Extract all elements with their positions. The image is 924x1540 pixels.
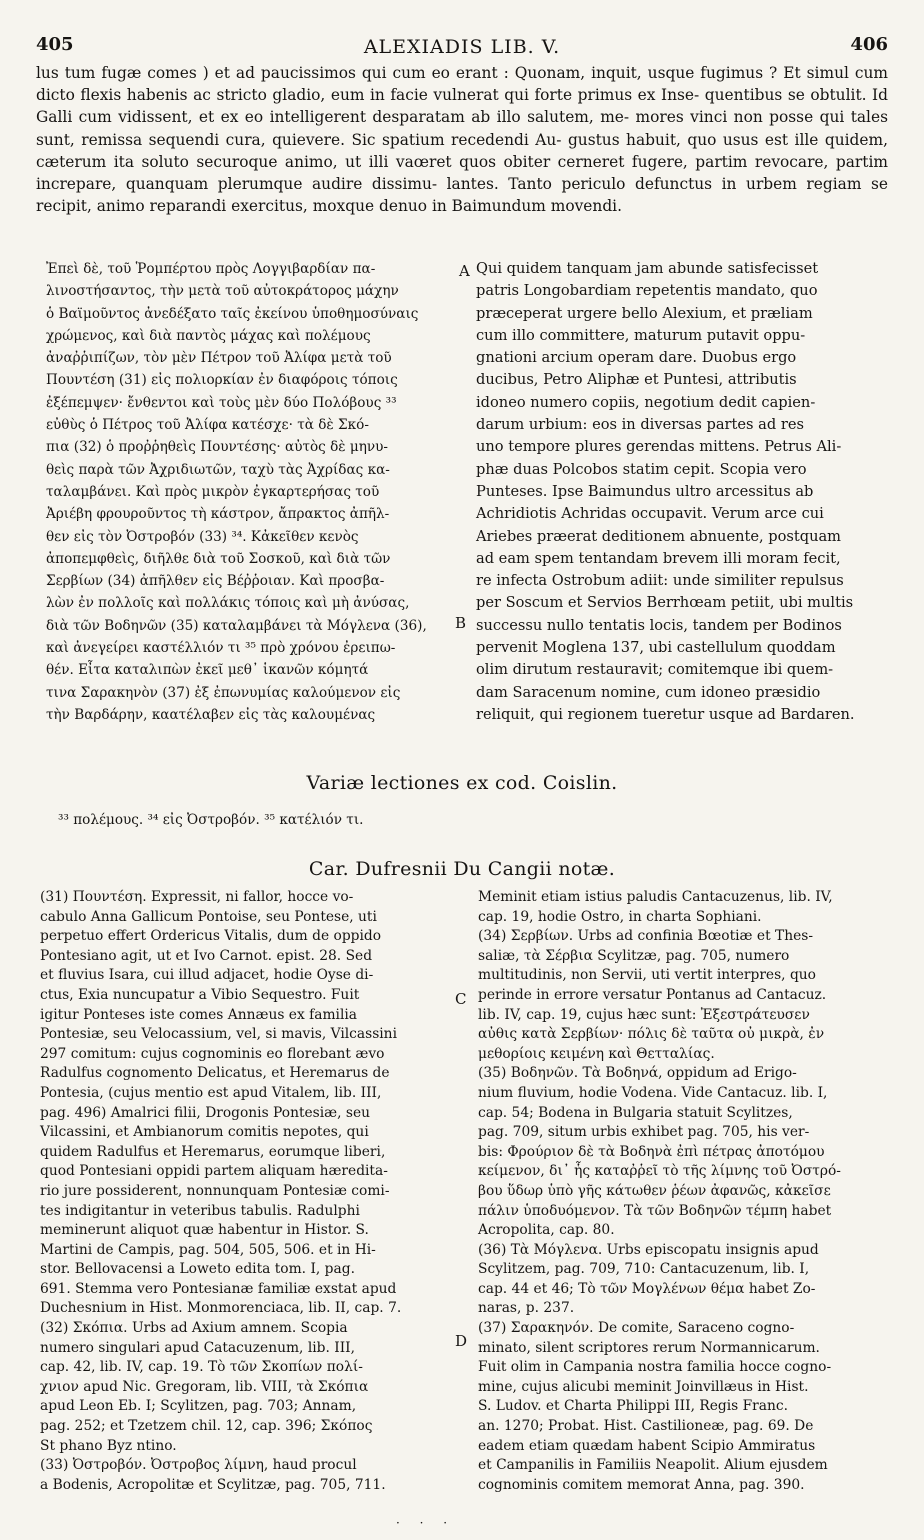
margin-letter-a: A bbox=[459, 262, 470, 280]
notes-title: Car. Dufresnii Du Cangii notæ. bbox=[308, 858, 616, 880]
margin-letter-c: C bbox=[455, 990, 467, 1008]
left-page-number: 405 bbox=[36, 34, 74, 55]
margin-letter-b: B bbox=[455, 614, 467, 632]
notes-left-column: (31) Πουντέση. Expressit, ni fallor, hocce vo- cabulo Anna Gallicum Pontoise, seu Pontese, uti perpetuo effert Ordericus Vitalis, dum de oppido Pontesiano agit, ut et Ivo Carnot. epist. 28. Sed et fluvius Isara, cui illud adjacet, hodie Oyse di- ctus, Exia nuncupatur a Vibio Sequestro. Fuit igitur Ponteses iste comes Annæus ex familia Pontesiæ, seu Velocassium, vel, si mavis, Vilcassini 297 comitum: cujus cognominis eo florebant ævo Radulfus cognomento Delicatus, et Heremarus de Pontesia, (cujus mentio est apud Vitalem, lib. III, pag. 496) Amalrici filii, Drogonis Pontesiæ, seu Vilcassini, et Ambianorum comitis nepotes, qui quidem Radulfus et Heremarus, eorumque liberi, quod Pontesiani oppidi partem aliquam hæredita- rio jure possiderent, nonnunquam Pontesiæ comi- tes indigitantur in veteribus tabulis. Radulphi meminerunt aliquot quæ habentur in Histor. S. Martini de Campis, pag. 504, 505, 506. et in Hi- stor. Bellovacensi a Loweto edita tom. I, pag. 691. Stemma vero Pontesianæ familiæ exstat apud Duchesnium in Hist. Monmorenciaca, lib. II, cap. 7. (32) Σκόπια. Urbs ad Axium amnem. Scopia numero singulari apud Catacuzenum, lib. III, cap. 42, lib. IV, cap. 19. Τὸ τῶν Σκοπίων πολί- χνιον apud Nic. Gregoram, lib. VIII, τὰ Σκόπια apud Leon Eb. I; Scylitzen, pag. 703; Annam, pag. 252; et Tzetzem chil. 12, cap. 396; Σκόπος St phano Byz ntino. (33) Ὀστροβόν. Ὀστροβος λίμνη, haud procul a Bodenis, Acropolitæ et Scylitzæ, pag. 705, 711. bbox=[40, 889, 402, 1493]
notes-right-column: Meminit etiam istius paludis Cantacuzenus, lib. IV, cap. 19, hodie Ostro, in charta Sophiani. (34) Σερβίων. Urbs ad confinia Bœotiæ et Thes- saliæ, τὰ Σέρβια Scylitzæ, pag. 705, numero multitudinis, non Servii, uti vertit interpres, quo perinde in errore versatur Pontanus ad Cantacuz. lib. IV, cap. 19, cujus hæc sunt: Ἐξεστράτευσεν αὐθις κατὰ Σερβίων· πόλις δὲ ταῦτα οὐ μικρὰ, ἐν μεθορίοις κειμένη καὶ Θετταλίας. (35) Βοδηνῶν. Τὰ Βοδηνά, oppidum ad Erigo- nium fluvium, hodie Vodena. Vide Cantacuz. lib. I, cap. 54; Bodena in Bulgaria statuit Scylitzes, pag. 709, situm urbis exhibet pag. 705, his ver- bis: Φρούριον δὲ τὰ Βοδηνὰ ἐπὶ πέτρας ἀποτόμου κείμενον, δι᾽ ἧς καταῤῥεῖ τὸ τῆς λίμνης τοῦ Ὀστρό- βου ὕδωρ ὑπὸ γῆς κάτωθεν ῥέων ἀφανῶς, κἀκεῖσε πάλιν ὑποδυόμενον. Τὰ τῶν Βοδηνῶν τέμπη habet Acropolita, cap. 80. (36) Τὰ Μόγλενα. Urbs episcopatu insignis apud Scylitzem, pag. 709, 710: Cantacuzenum, lib. I, cap. 44 et 46; Τὸ τῶν Μογλένων θέμα habet Zo- naras, p. 237. (37) Σαρακηνόν. De comite, Saraceno cogno- minato, silent scriptores rerum Normannicarum. Fuit olim in Campania nostra familia hocce cogno- mine, cujus alicubi meminit Joinvillæus in Hist. S. Ludov. et Charta Philippi III, Regis Franc. an. 1270; Probat. Hist. Castilioneæ, pag. 69. De eadem etiam quædam habent Scipio Ammiratus et Campanilis in Familiis Neapolit. Alium ejusdem cognominis comitem memorat Anna, pag. 390. bbox=[478, 889, 841, 1493]
margin-letter-d: D bbox=[455, 1332, 468, 1350]
top-paragraph: lus tum fugæ comes ) et ad paucissimos qui cum eo erant : Quonam, inquit, usque fugimus ? Et simul cum dicto flexis habenis ac stricto gladio, eum in facie vulnerat qui forte primus ex Inse- quentibus se obtulit. Id Galli cum vidissent, et ex eo intelligerent desparatam ab illo salutem, me- mores vinci non posse qui tales sunt, remissa sequendi cura, quievere. Sic spatium recedendi Au- gustus habuit, quo usus est ille quidem, cæterum ita soluto securoque animo, ut illi vaœret quos obiter cerneret fugere, partim revocare, partim increpare, quanquam plerumque audire dissimu- lantes. Tanto periculo defunctus in urbem regiam se recipit, animo reparandi exercitus, moxque denuo in Baimundum movendi. bbox=[36, 64, 888, 216]
variants-title: Variæ lectiones ex cod. Coislin. bbox=[306, 772, 618, 794]
variants-text: ³³ πολέμους. ³⁴ εἰς Ὀστροβόν. ³⁵ κατέλιόν τι. bbox=[58, 812, 364, 828]
page-header bbox=[36, 34, 888, 60]
right-page-number: 406 bbox=[850, 34, 888, 55]
running-title: ALEXIADIS LIB. V. bbox=[363, 36, 561, 58]
footer-ornament: · · · bbox=[396, 1516, 456, 1530]
latin-column: Qui quidem tanquam jam abunde satisfecisset patris Longobardiam repetentis mandato, quo præceperat urgere bello Alexium, et præliam cum illo committere, maturum putavit oppu- gnationi arcium operam dare. Duobus ergo ducibus, Petro Aliphæ et Puntesi, attributis idoneo numero copiis, negotium dedit capien- darum urbium: eos in diversas partes ad res uno tempore plures gerendas mittens. Petrus Ali- phæ duas Polcobos statim cepit. Scopia vero Punteses. Ipse Baimundus ultro arcessitus ab Achridiotis Achridas occupavit. Verum arce cui Ariebes præerat deditionem abnuente, postquam ad eam spem tentandam brevem illi moram fecit, re infecta Ostrobum adiit: unde similiter repulsus per Soscum et Servios Berrhœam petiit, ubi multis successu nullo tentatis locis, tandem per Bodinos pervenit Moglena 137, ubi castellulum quoddam olim dirutum restauravit; comitemque ibi quem- dam Saracenum nomine, cum idoneo præsidio reliquit, qui regionem tueretur usque ad Bardaren. bbox=[476, 260, 855, 723]
greek-column: Ἐπεὶ δὲ, τοῦ Ῥομπέρτου πρὸς Λογγιβαρδίαν πα- λινοστήσαντος, τὴν μετὰ τοῦ αὐτοκράτορος μάχην ὁ Βαϊμοῦντος ἀνεδέξατο ταῖς ἐκείνου ὑποθημοσύναις χρώμενος, καὶ διὰ παντὸς μάχας καὶ πολέμους ἀναῤῥιπίζων, τὸν μὲν Πέτρον τοῦ Ἀλίφα μετὰ τοῦ Πουντέση (31) εἰς πολιορκίαν ἐν διαφόροις τόποις ἐξέπεμψεν· ἔνθεντοι καὶ τοὺς μὲν δύο Πολόβους ³³ εὐθὺς ὁ Πέτρος τοῦ Ἀλίφα κατέσχε· τὰ δὲ Σκό- πια (32) ὁ προῤῥηθεὶς Πουντέσης· αὐτὸς δὲ μηνυ- θεὶς παρὰ τῶν Ἀχριδιωτῶν, ταχὺ τὰς Ἀχρίδας κα- ταλαμβάνει. Καὶ πρὸς μικρὸν ἐγκαρτερήσας τοῦ Ἀριέβη φρουροῦντος τὴ κάστρον, ἄπρακτος ἀπῆλ- θεν εἰς τὸν Ὀστροβόν (33) ³⁴. Κἀκεῖθεν κενὸς ἀποπεμφθεὶς, διῆλθε διὰ τοῦ Σοσκοῦ, καὶ διὰ τῶν Σερβίων (34) ἀπῆλθεν εἰς Βέῤῥοιαν. Καὶ προσβα- λὼν ἐν πολλοῖς καὶ πολλάκις τόποις καὶ μὴ ἀνύσας, διὰ τῶν Βοδηνῶν (35) καταλαμβάνει τὰ Μόγλενα (36), καὶ ἀνεγείρει καστέλλιόν τι ³⁵ πρὸ χρόνου ἐρειπω- θέν. Εἶτα καταλιπὼν ἐκεῖ μεθ᾽ ἱκανῶν κόμητά τινα Σαρακηνὸν (37) ἐξ ἐπωνυμίας καλούμενον εἰς τὴν Βαρδάρην, καατέλαβεν εἰς τὰς καλουμένας bbox=[46, 261, 427, 723]
